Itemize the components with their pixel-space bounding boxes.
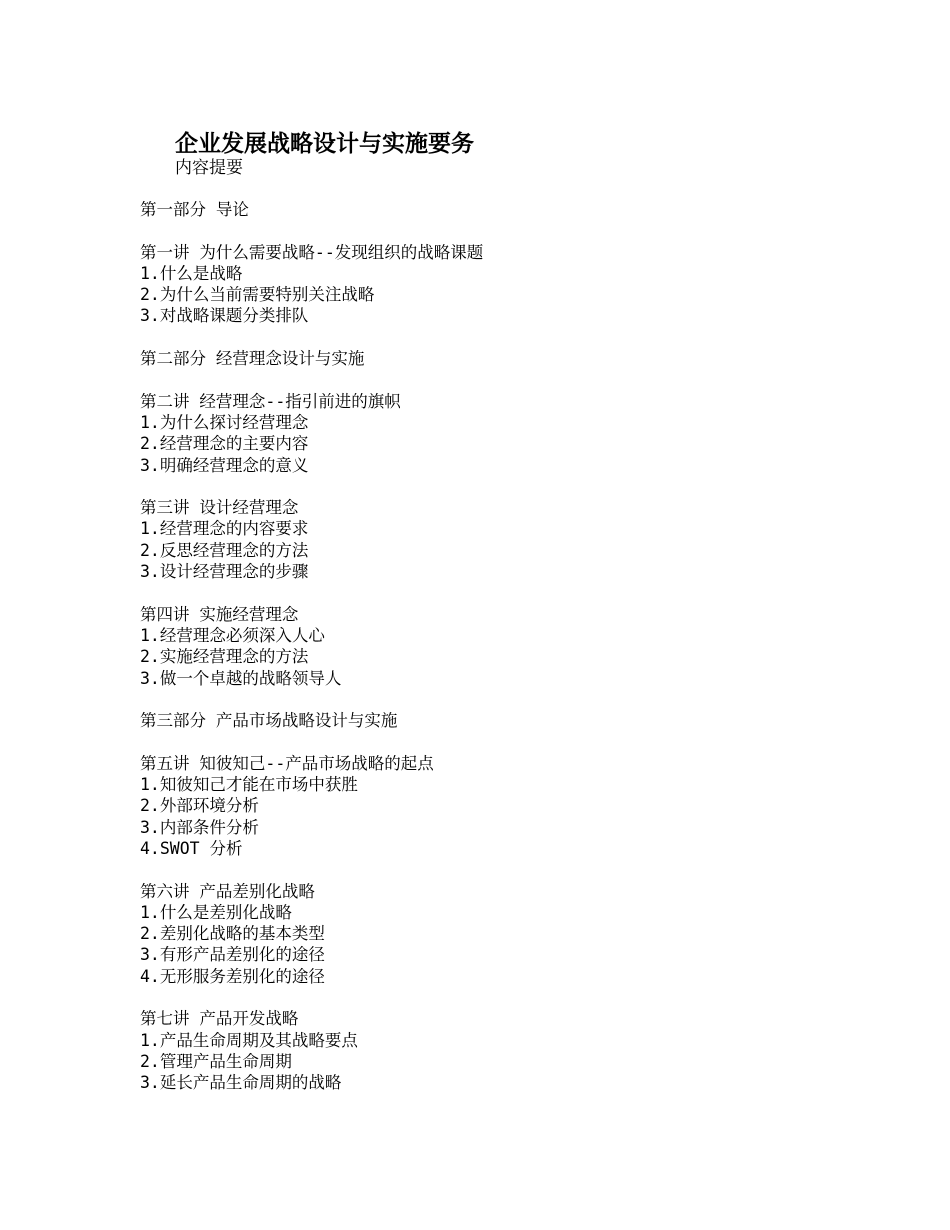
list-item: 3.明确经营理念的意义 [140,455,309,475]
blank-line [140,689,840,710]
list-item: 1.产品生命周期及其战略要点 [140,1030,358,1050]
blank-line [140,327,840,348]
list-item: 4.SWOT 分析 [140,838,243,858]
list-item: 3.延长产品生命周期的战略 [140,1073,342,1093]
list-item: 2.差别化战略的基本类型 [140,924,325,944]
lecture-heading: 第七讲 产品开发战略 [140,1009,299,1029]
list-item: 4.无形服务差别化的途径 [140,966,325,986]
blank-line [140,731,840,752]
document-title: 企业发展战略设计与实施要务 [175,131,474,157]
lecture-heading: 第五讲 知彼知己--产品市场战略的起点 [140,753,434,773]
list-item: 2.外部环境分析 [140,796,259,816]
list-item: 1.知彼知己才能在市场中获胜 [140,775,358,795]
list-item: 3.有形产品差别化的途径 [140,945,325,965]
list-item: 2.为什么当前需要特别关注战略 [140,285,375,305]
blank-line [140,220,840,241]
part-heading: 第一部分 导论 [140,200,249,219]
part-heading: 第三部分 产品市场战略设计与实施 [140,711,398,731]
list-item: 2.实施经营理念的方法 [140,647,309,667]
list-item: 1.经营理念的内容要求 [140,519,309,539]
list-item: 2.管理产品生命周期 [140,1051,292,1071]
list-item: 1.经营理念必须深入人心 [140,625,325,645]
list-item: 3.设计经营理念的步骤 [140,562,309,582]
lecture-heading: 第三讲 设计经营理念 [140,498,299,518]
blank-line [140,476,840,497]
blank-line [140,369,840,390]
list-item: 3.做一个卓越的战略领导人 [140,668,342,688]
list-item: 2.反思经营理念的方法 [140,540,309,560]
lecture-heading: 第六讲 产品差别化战略 [140,881,315,901]
document-subtitle: 内容提要 [175,158,243,178]
list-item: 1.为什么探讨经营理念 [140,412,309,432]
blank-line [140,859,840,880]
lecture-heading: 第二讲 经营理念--指引前进的旗帜 [140,391,401,411]
blank-line [140,987,840,1008]
list-item: 3.对战略课题分类排队 [140,306,309,326]
part-heading: 第二部分 经营理念设计与实施 [140,349,365,369]
outline-body [140,199,840,1093]
list-item: 3.内部条件分析 [140,817,259,837]
blank-line [140,582,840,603]
list-item: 2.经营理念的主要内容 [140,434,309,454]
lecture-heading: 第一讲 为什么需要战略--发现组织的战略课题 [140,242,484,262]
list-item: 1.什么是战略 [140,263,243,283]
lecture-heading: 第四讲 实施经营理念 [140,604,299,624]
list-item: 1.什么是差别化战略 [140,902,292,922]
